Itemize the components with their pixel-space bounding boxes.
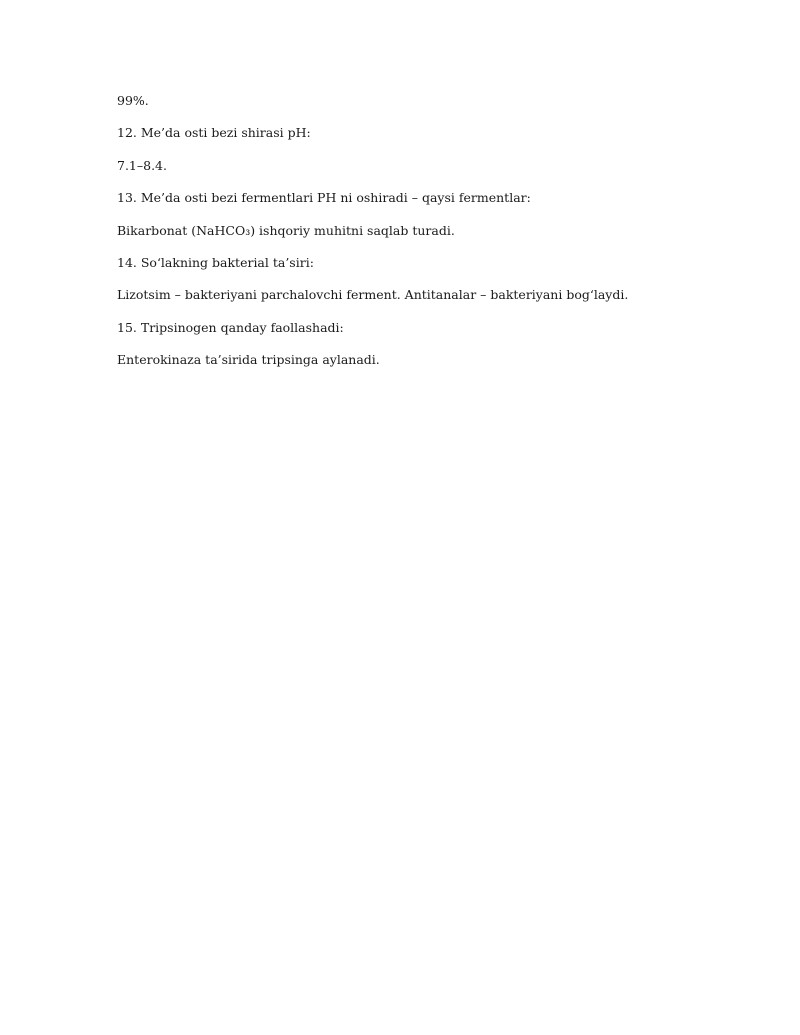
answer-14: Lizotsim – bakteriyani parchalovchi ferment. Antitanalar – bakteriyani bog‘laydi.: [117, 287, 629, 303]
answer-15: Enterokinaza ta’sirida tripsinga aylanadi.: [117, 352, 380, 368]
question-15: 15. Tripsinogen qanday faollashadi:: [117, 319, 344, 335]
question-14: 14. So‘lakning bakterial ta’siri:: [117, 254, 314, 270]
answer-12: 7.1–8.4.: [117, 157, 167, 173]
question-12: 12. Me’da osti bezi shirasi pH:: [117, 125, 311, 141]
document-body: [117, 92, 717, 384]
answer-11: 99%.: [117, 93, 149, 108]
question-13: 13. Me’da osti bezi fermentlari PH ni oshiradi – qaysi fermentlar:: [117, 190, 531, 206]
answer-13: Bikarbonat (NaHCO₃) ishqoriy muhitni saqlab turadi.: [117, 222, 455, 238]
